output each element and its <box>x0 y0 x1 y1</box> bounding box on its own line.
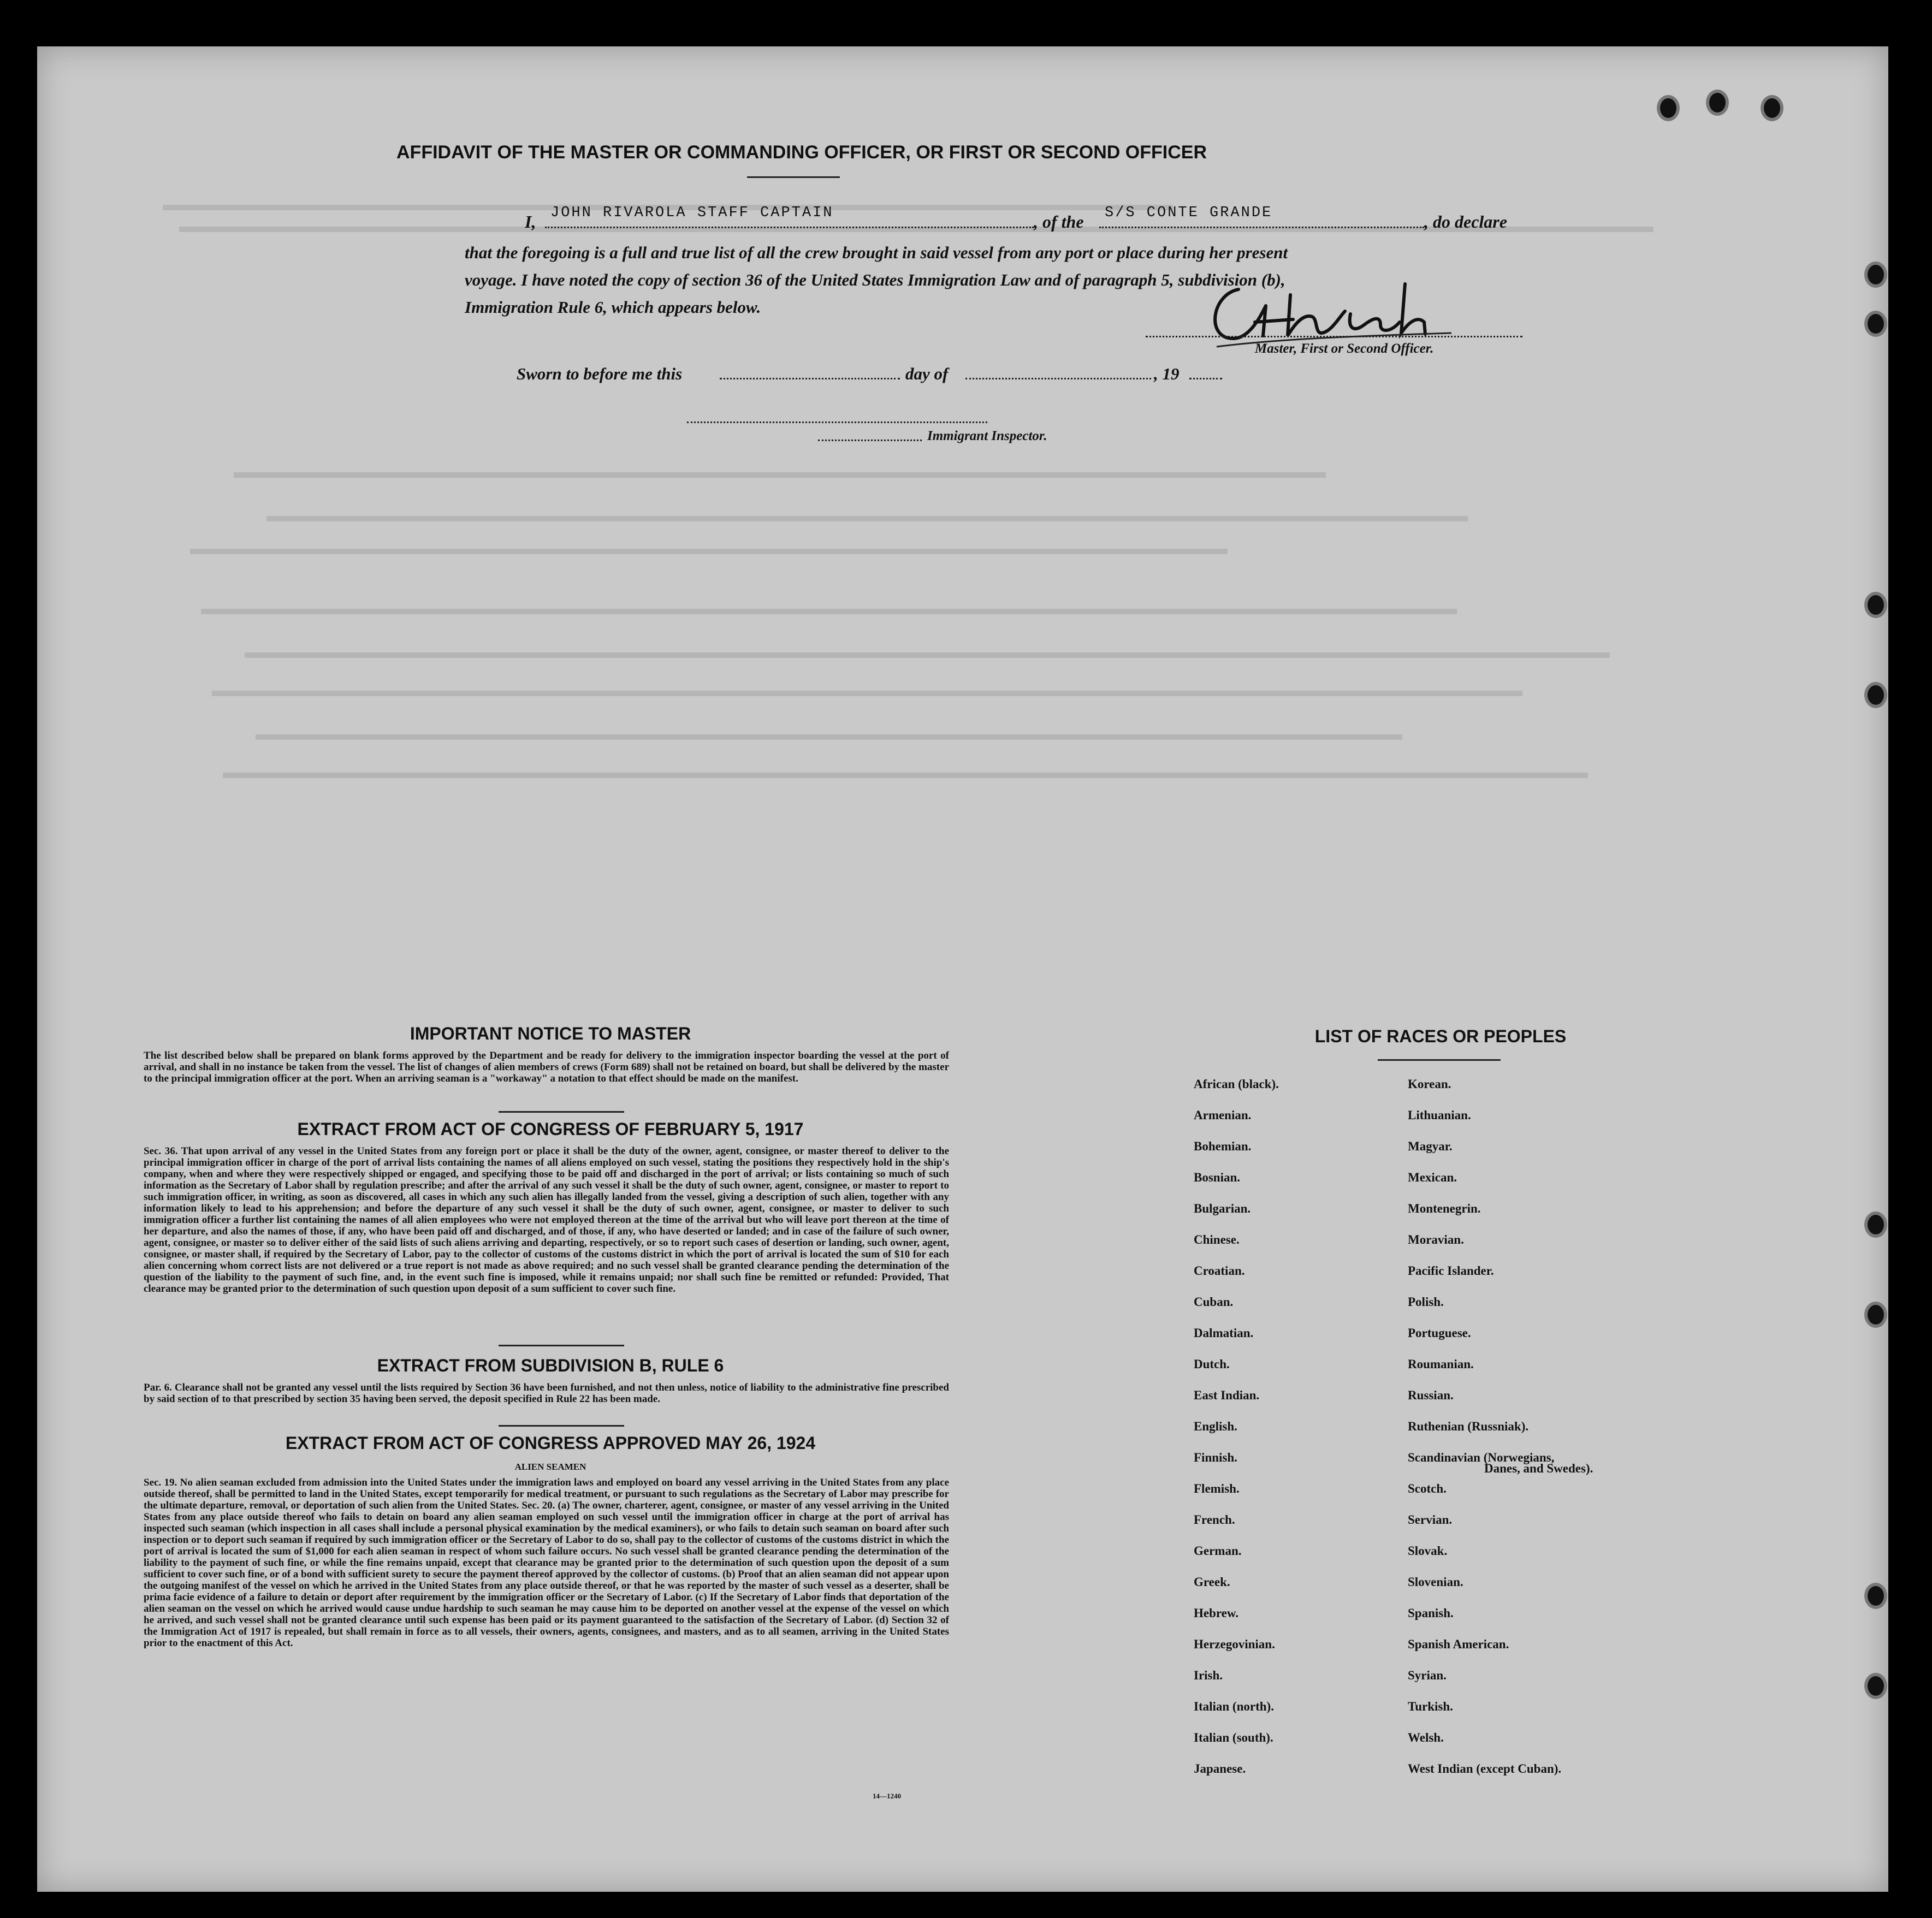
race-item: Slovenian. <box>1408 1575 1463 1589</box>
binder-hole <box>1868 265 1884 284</box>
inspector-signature-line <box>687 421 987 423</box>
race-item: Korean. <box>1408 1077 1451 1091</box>
race-item: Cuban. <box>1194 1295 1234 1309</box>
race-item: Herzegovinian. <box>1194 1637 1275 1651</box>
affidavit-line-2: that the foregoing is a full and true list of all the crew brought in said vessel from any port or place during her present <box>465 243 1288 262</box>
race-item: Lithuanian. <box>1408 1108 1471 1122</box>
binder-hole <box>1868 1586 1884 1606</box>
binder-hole <box>1868 314 1884 334</box>
races-title: LIST OF RACES OR PEOPLES <box>1314 1026 1567 1046</box>
race-item: Scandinavian (Norwegians, <box>1408 1451 1555 1464</box>
race-item: Croatian. <box>1194 1264 1245 1278</box>
do-declare-label: , do declare <box>1424 212 1507 231</box>
extract-rule6-text: Par. 6. Clearance shall not be granted any vessel until the lists required by Section 36 have been furnished, and not then unless, notice of liability to the administrative fine prescribed by said section of to that prescribed by section 35 having been served, the deposit specified in Rule 22 has been made. <box>144 1382 949 1405</box>
title-underline <box>747 176 840 178</box>
notice-text: The list described below shall be prepared on blank forms approved by the Department and be ready for delivery to the immigration inspector boarding the vessel at the port of arrival, and shall in no instance be taken from the vessel. The list of changes of alien members of crews (Form 689) shall not be retained on board, but shall be delivered by the master to the principal immigration officer at the port. When an arriving seaman is a "workaway" a notation to that effect should be made on the manifest. <box>144 1050 949 1084</box>
race-item: Dutch. <box>1194 1357 1230 1371</box>
affidavit-line-4: Immigration Rule 6, which appears below. <box>465 298 761 317</box>
section-divider <box>499 1345 624 1346</box>
race-item: Russian. <box>1408 1388 1454 1402</box>
ghost-row <box>201 609 1457 614</box>
ghost-row <box>190 549 1228 554</box>
race-item: Italian (north). <box>1194 1700 1274 1713</box>
race-item: Montenegrin. <box>1408 1202 1481 1215</box>
binder-hole <box>1868 1676 1884 1696</box>
inspector-caption: Immigrant Inspector. <box>927 429 1047 443</box>
race-item: Magyar. <box>1408 1139 1453 1153</box>
of-the-label: , of the <box>1034 212 1084 231</box>
sworn-month-field <box>965 378 1151 379</box>
race-item: Italian (south). <box>1194 1731 1273 1744</box>
race-item: Armenian. <box>1194 1108 1252 1122</box>
race-item: French. <box>1194 1513 1235 1527</box>
race-item: Turkish. <box>1408 1700 1453 1713</box>
race-item: Irish. <box>1194 1668 1223 1682</box>
race-item: Greek. <box>1194 1575 1230 1589</box>
vessel-name-value: S/S CONTE GRANDE <box>1105 205 1273 221</box>
race-item: Japanese. <box>1194 1762 1246 1776</box>
race-item: Polish. <box>1408 1295 1444 1309</box>
notice-title: IMPORTANT NOTICE TO MASTER <box>410 1024 691 1043</box>
races-title-underline <box>1378 1059 1501 1061</box>
race-item: Dalmatian. <box>1194 1326 1254 1340</box>
form-number: 14—1240 <box>873 1792 901 1800</box>
race-item: Servian. <box>1408 1513 1453 1527</box>
race-item: Spanish. <box>1408 1606 1454 1620</box>
extract-1917-title: EXTRACT FROM ACT OF CONGRESS OF FEBRUARY 5, 1917 <box>297 1119 804 1139</box>
extract-1924-title: EXTRACT FROM ACT OF CONGRESS APPROVED MAY 26, 1924 <box>285 1433 816 1453</box>
affidavit-line-3: voyage. I have noted the copy of section 36 of the United States Immigration Law and of paragraph 5, subdivision (b), <box>465 270 1285 289</box>
extract-1917-text: Sec. 36. That upon arrival of any vessel in the United States from any foreign port or place it shall be the duty of the owner, agent, consignee, or master thereof to deliver to the principal immigration officer in charge of the port of arrival lists containing the names of all aliens employed on such vessel, stating the positions they respectively hold in the ship's company, when and where they were respectively shipped or engaged, and specifying those to be paid off and discharged in the port of arrival; or lists containing so much of such information as the Secretary of Labor shall by regulation prescribe; and after the arrival of any such vessel it shall be the duty of such owner, agent, consignee, or master to report to such immigration officer, in writing, as soon as discovered, all cases in which any such alien has illegally landed from the vessel, giving a description of such alien, together with any information likely to lead to his apprehension; and before the departure of any such vessel it shall be the duty of such owner, agent, consignee, or master to deliver to such immigration officer a further list containing the names of all alien employees who were not employed thereon at the time of the arrival but who will leave port thereon at the time of her departure, and also the names of those, if any, who have been paid off and discharged, and of those, if any, who have deserted or landed; and in case of the failure of such owner, agent, consignee, or master so to deliver either of the said lists of such aliens arriving and departing, respectively, or so to report such cases of desertion or landing, such owner, agent, consignee, or master shall, if required by the Secretary of Labor, pay to the collector of customs of the customs district in which the port of arrival is located the sum of $10 for each alien concerning whom correct lists are not delivered or a true report is not made as above required; and no such vessel shall be granted clearance pending the determination of the question of the liability to the payment of such fine, and, in the event such fine is imposed, while it remains unpaid; nor shall such fine be remitted or refunded: Provided, That clearance may be granted prior to the determination of such question upon deposit of a sum sufficient to cover such fine. <box>144 1145 949 1294</box>
race-item: Slovak. <box>1408 1544 1448 1558</box>
race-item: Bulgarian. <box>1194 1202 1251 1215</box>
race-item: East Indian. <box>1194 1388 1260 1402</box>
binder-hole <box>1868 595 1884 615</box>
race-item: Portuguese. <box>1408 1326 1471 1340</box>
race-item-continuation: Danes, and Swedes). <box>1484 1462 1593 1475</box>
binder-hole <box>1660 98 1676 118</box>
vessel-name-field <box>1099 227 1424 228</box>
document-sheet <box>37 46 1888 1892</box>
ghost-row <box>266 516 1468 521</box>
inspector-short-line <box>818 440 922 441</box>
race-item: Chinese. <box>1194 1233 1240 1246</box>
alien-seamen-subtitle: ALIEN SEAMEN <box>514 1462 586 1472</box>
race-item: Syrian. <box>1408 1668 1447 1682</box>
race-item: Pacific Islander. <box>1408 1264 1494 1278</box>
race-item: African (black). <box>1194 1077 1279 1091</box>
section-divider <box>499 1425 624 1427</box>
binder-hole <box>1868 1215 1884 1234</box>
race-item: Moravian. <box>1408 1233 1464 1246</box>
race-item: Ruthenian (Russniak). <box>1408 1420 1529 1433</box>
race-item: Roumanian. <box>1408 1357 1474 1371</box>
binder-hole <box>1709 93 1726 112</box>
section-divider <box>499 1111 624 1113</box>
race-item: Flemish. <box>1194 1482 1240 1495</box>
signature-caption: Master, First or Second Officer. <box>1255 341 1434 356</box>
race-item: Hebrew. <box>1194 1606 1238 1620</box>
sworn-day-field <box>720 378 900 379</box>
race-item: Spanish American. <box>1408 1637 1509 1651</box>
race-item: Welsh. <box>1408 1731 1444 1744</box>
year-prefix: , 19 <box>1154 364 1180 383</box>
ghost-row <box>245 652 1610 658</box>
extract-1924-text: Sec. 19. No alien seaman excluded from admission into the United States under the immigration laws and employed on board any vessel arriving in the United States from any place outside thereof, shall be permitted to land in the United States, except temporarily for medical treatment, or pursuant to such regulations as the Secretary of Labor may prescribe for the ultimate departure, removal, or deportation of such alien from the United States. Sec. 20. (a) The owner, charterer, agent, consignee, or master of any vessel arriving in the United States from any place outside thereof who fails to detain on board any alien seaman employed on such vessel until the immigration officer in charge at the port of arrival has inspected such seaman (which inspection in all cases shall include a personal physical examination by the medical examiners), or who fails to detain such seaman on board after such inspection or to deport such seaman if required by such immigration officer or the Secretary of Labor to do so, shall pay to the collector of customs of the customs district in which the port of arrival is located the sum of $1,000 for each alien seaman in respect of whom such failure occurs. No such vessel shall be granted clearance pending the determination of the liability to the payment of such fine, or while the fine remains unpaid, except that clearance may be granted prior to the determination of such question upon the deposit of a sum sufficient to cover such fine, or of a bond with sufficient surety to secure the payment thereof approved by the collector of customs. (b) Proof that an alien seaman did not appear upon the outgoing manifest of the vessel on which he arrived in the United States from any place outside thereof, or that he was reported by the master of such vessel as a deserter, shall be prima facie evidence of a failure to detain or deport after requirement by the immigration officer or the Secretary of Labor. (c) If the Secretary of Labor finds that deportation of the alien seaman on the vessel on which he arrived would cause undue hardship to such seaman he may cause him to be deported on another vessel at the expense of the vessel on which he arrived, and such vessel shall not be granted clearance until such expense has been paid or its payment guaranteed to the satisfaction of the Secretary of Labor. (d) Section 32 of the Immigration Act of 1917 is repealed, but shall remain in force as to all vessels, their owners, agents, consignees, and masters, and as to all seamen, arriving in the United States prior to the enactment of this Act. <box>144 1477 949 1649</box>
binder-hole <box>1868 685 1884 705</box>
extract-rule6-title: EXTRACT FROM SUBDIVISION B, RULE 6 <box>377 1356 724 1375</box>
i-label: I, <box>525 212 536 231</box>
race-item: English. <box>1194 1420 1237 1433</box>
signature-line <box>1146 336 1522 337</box>
ghost-row <box>234 472 1326 478</box>
officer-name-field <box>545 227 1034 228</box>
binder-hole <box>1764 98 1780 118</box>
affidavit-title: AFFIDAVIT OF THE MASTER OR COMMANDING OFFICER, OR FIRST OR SECOND OFFICER <box>396 142 1207 163</box>
sworn-label: Sworn to before me this <box>517 364 683 383</box>
race-item: Bosnian. <box>1194 1171 1241 1184</box>
race-item: Mexican. <box>1408 1171 1457 1184</box>
sworn-year-field <box>1189 378 1222 379</box>
day-of-label: day of <box>905 364 949 383</box>
race-item: Scotch. <box>1408 1482 1447 1495</box>
officer-name-value: JOHN RIVAROLA STAFF CAPTAIN <box>550 205 834 221</box>
binder-hole <box>1868 1305 1884 1325</box>
race-item: German. <box>1194 1544 1242 1558</box>
ghost-row <box>256 734 1402 740</box>
ghost-row <box>212 691 1522 696</box>
race-item: Finnish. <box>1194 1451 1237 1464</box>
ghost-row <box>223 773 1588 778</box>
race-item: West Indian (except Cuban). <box>1408 1762 1562 1776</box>
race-item: Bohemian. <box>1194 1139 1252 1153</box>
